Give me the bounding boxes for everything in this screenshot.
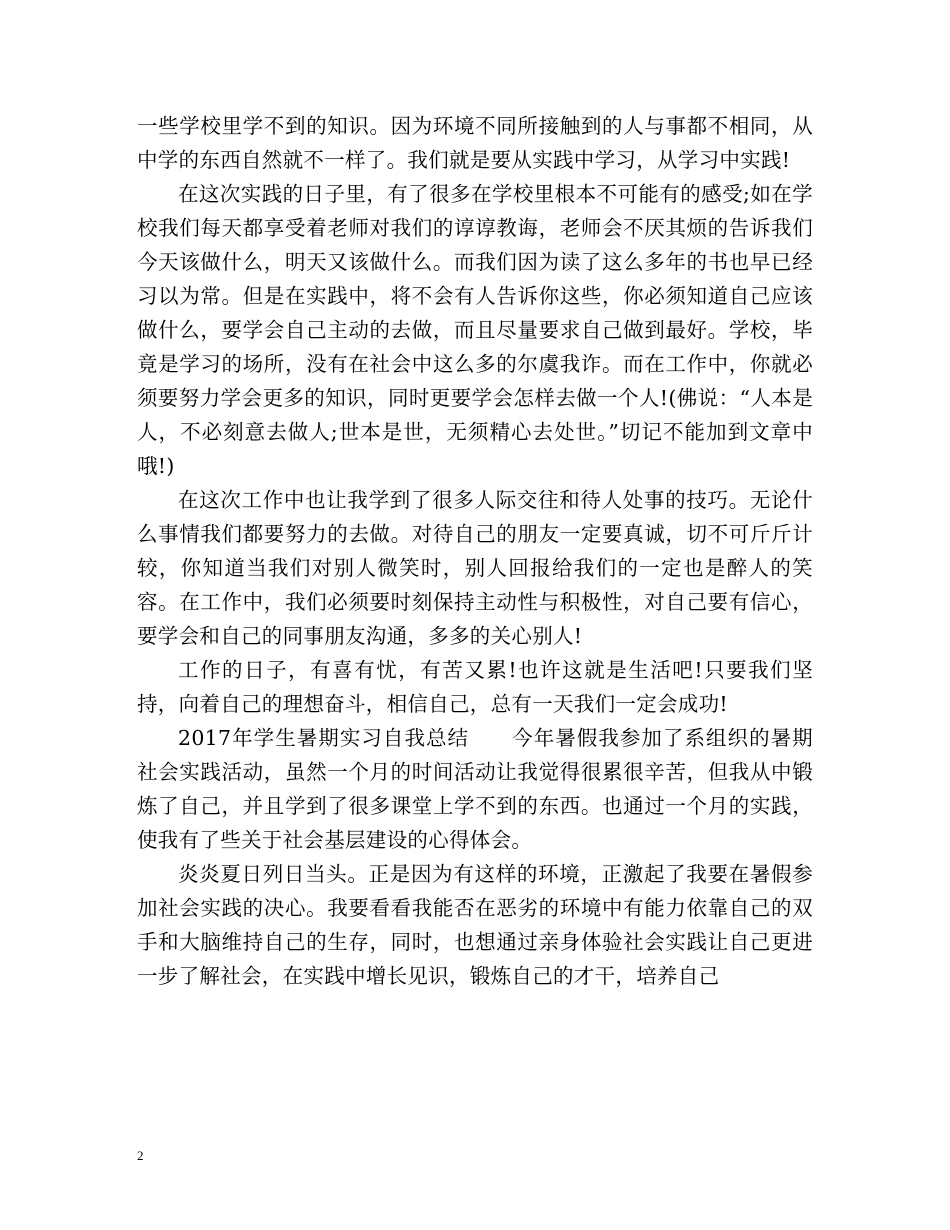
paragraph-3: 在这次工作中也让我学到了很多人际交往和待人处事的技巧。无论什么事情我们都要努力的去做。对待自己的朋友一定要真诚，切不可斤斤计较，你知道当我们对别人微笑时，别人回报给我们的一定也是醉人的笑容。在工作中，我们必须要时刻保持主动性与积极性，对自己要有信心，要学会和自己的同事朋友沟通，多多的关心别人! (137, 488, 813, 648)
paragraph-5: 2017年学生暑期实习自我总结 今年暑假我参加了系组织的暑期社会实践活动，虽然一个月的时间活动让我觉得很累很辛苦，但我从中锻炼了自己，并且学到了很多课堂上学不到的东西。也通过一个月的实践，使我有了些关于社会基层建设的心得体会。 (137, 726, 813, 852)
paragraph-1: 一些学校里学不到的知识。因为环境不同所接触到的人与事都不相同，从中学的东西自然就不一样了。我们就是要从实践中学习，从学习中实践! (137, 114, 813, 172)
paragraph-4: 工作的日子，有喜有忧，有苦又累!也许这就是生活吧!只要我们坚持，向着自己的理想奋斗，相信自己，总有一天我们一定会成功! (137, 658, 813, 716)
page-number: 2 (137, 1148, 144, 1163)
paragraph-2: 在这次实践的日子里，有了很多在学校里根本不可能有的感受;如在学校我们每天都享受着老师对我们的谆谆教诲，老师会不厌其烦的告诉我们今天该做什么，明天又该做什么。而我们因为读了这么多年的书也早已经习以为常。但是在实践中，将不会有人告诉你这些，你必须知道自己应该做什么，要学会自己主动的去做，而且尽量要求自己做到最好。学校，毕竟是学习的场所，没有在社会中这么多的尔虞我诈。而在工作中，你就必须要努力学会更多的知识，同时更要学会怎样去做一个人!(佛说：“人本是人，不必刻意去做人;世本是世，无须精心去处世。”切记不能加到文章中哦!) (137, 182, 813, 478)
paragraph-6: 炎炎夏日列日当头。正是因为有这样的环境，正激起了我要在暑假参加社会实践的决心。我要看看我能否在恶劣的环境中有能力依靠自己的双手和大脑维持自己的生存，同时，也想通过亲身体验社会实践让自己更进一步了解社会，在实践中增长见识，锻炼自己的才干，培养自己 (137, 862, 813, 988)
document-body (137, 109, 813, 993)
